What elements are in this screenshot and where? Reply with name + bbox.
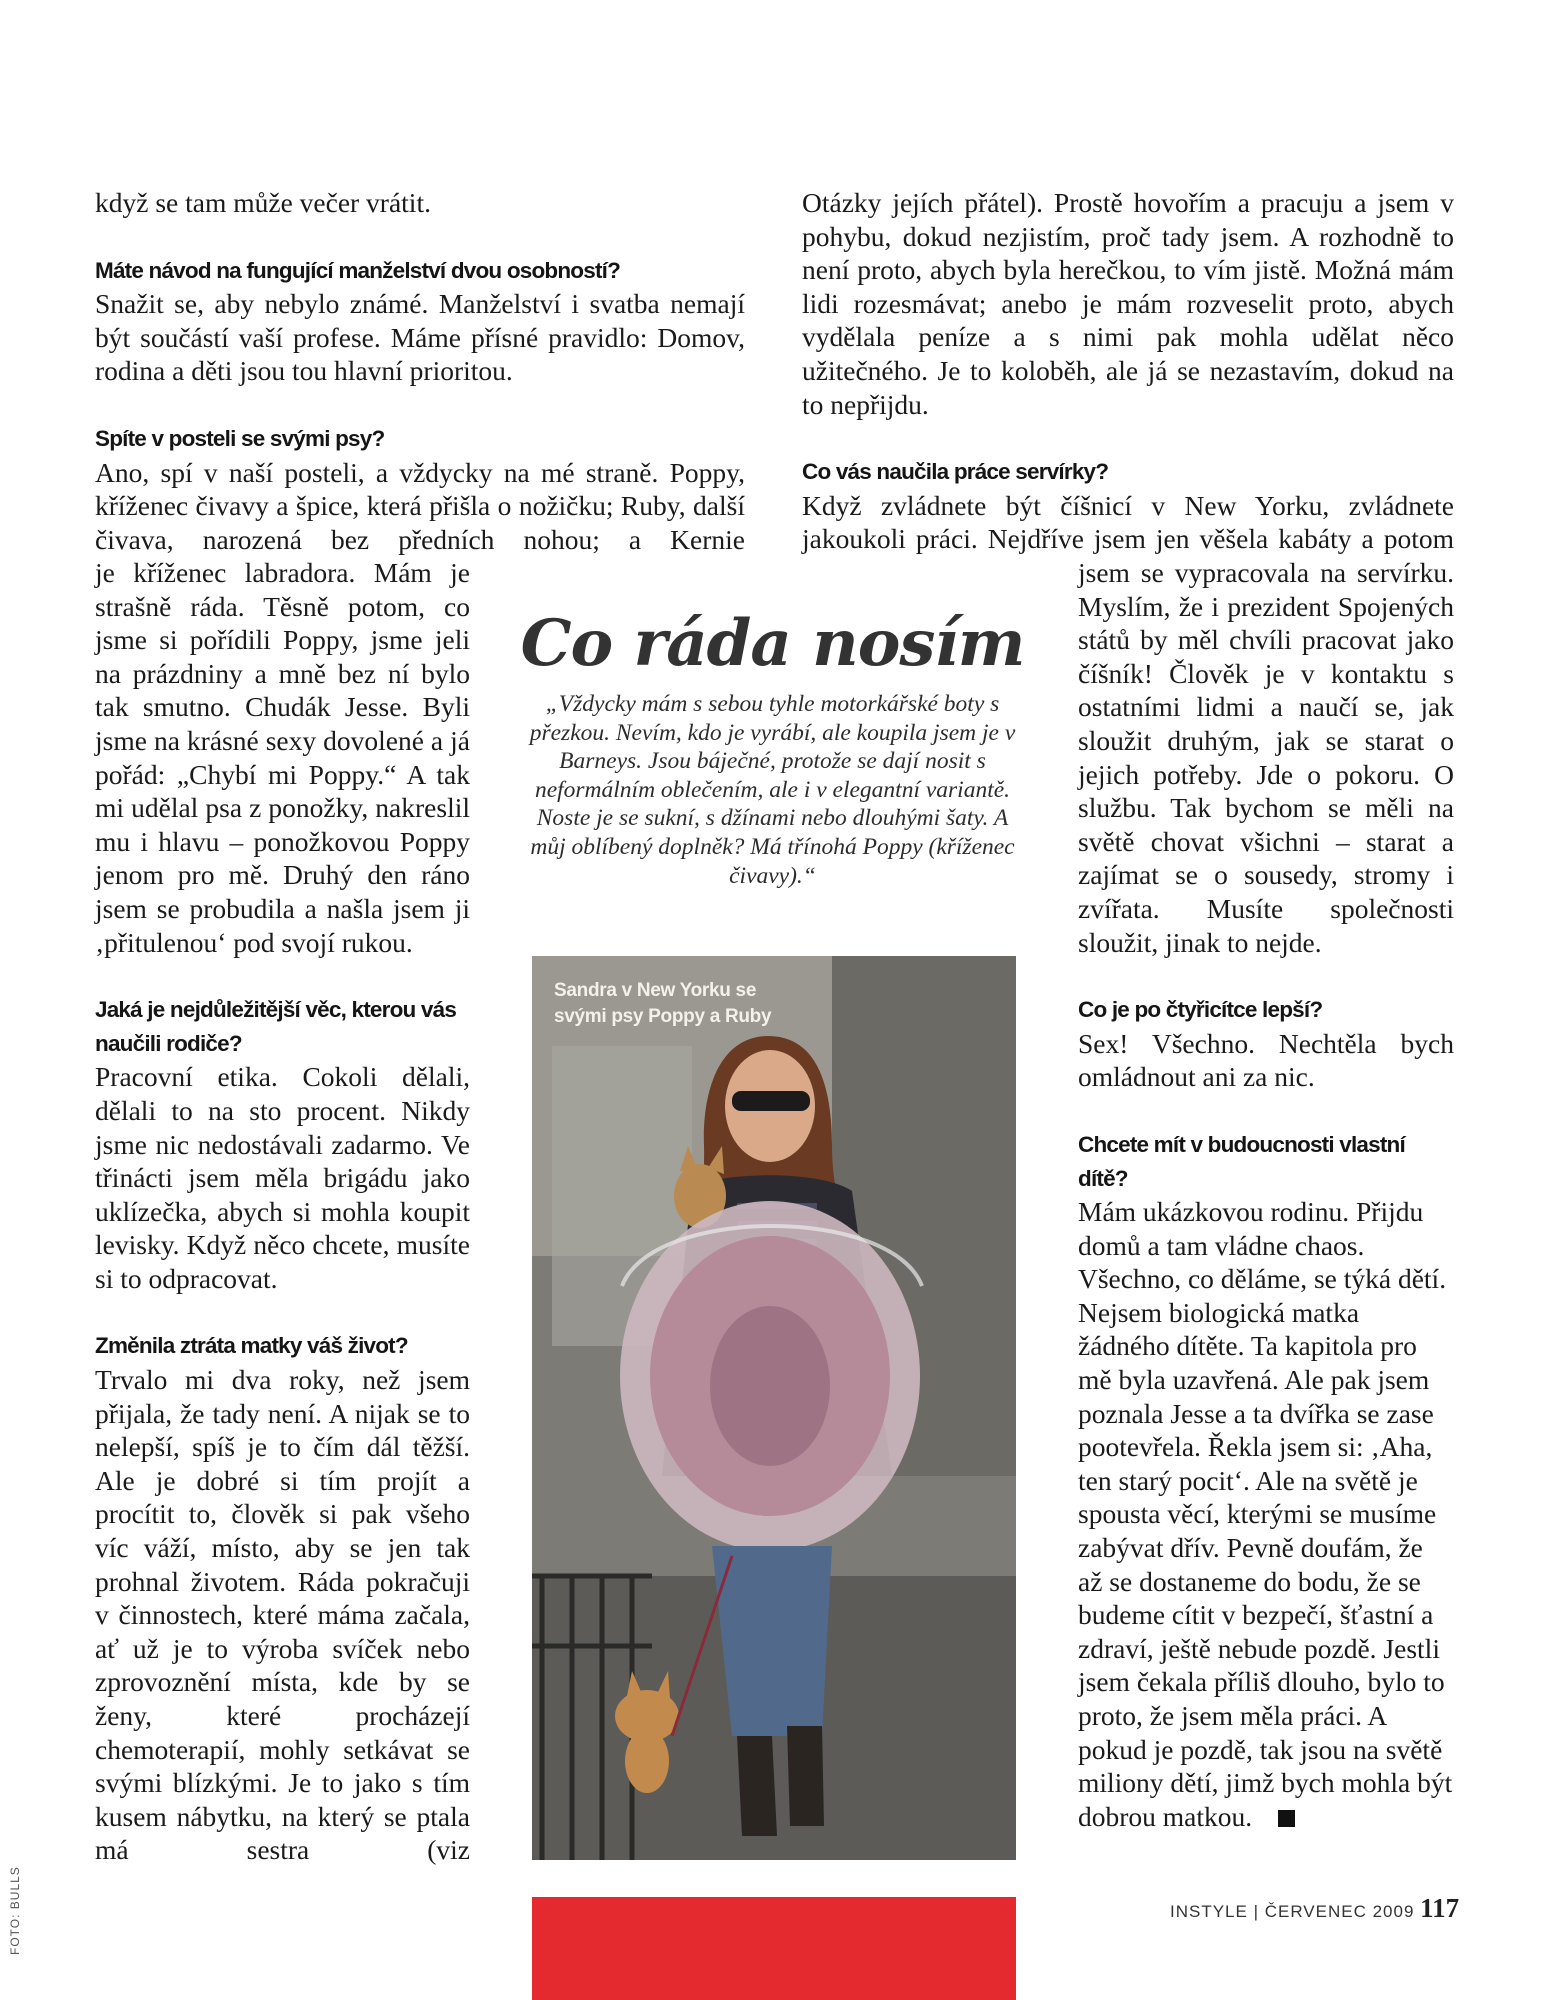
answer-paragraph [1078, 1195, 1454, 1833]
question-heading: Máte návod na fungující manželství dvou osobností? [95, 257, 621, 283]
answer-paragraph: Sex! Všechno. Nechtěla bych omládnout ani za nic. [1078, 1027, 1454, 1093]
question-heading: Změnila ztráta matky váš život? [95, 1333, 408, 1359]
sidebar-title: Co ráda nosím [520, 606, 1025, 681]
end-mark-icon [1278, 1810, 1295, 1827]
question-heading: Co je po čtyřicítce lepší? [1078, 997, 1323, 1023]
answer-paragraph: Když zvládnete být číšnicí v New Yorku, zvládnete jakoukoli práci. Nejdříve jsem jen věšela kabáty a potom [802, 489, 1454, 555]
page-number: 117 [1420, 1893, 1460, 1923]
answer-paragraph: Ano, spí v naší posteli, a vždycky na mé straně. Poppy, kříženec čivavy a špice, která přišla o nožičku; Ruby, další čivava, narozená bez předních nohou; a Kernie [95, 456, 745, 555]
sidebar-box [520, 606, 1025, 890]
sidebar-quote: „Vždycky mám s sebou tyhle motorkářské boty s přezkou. Nevím, kdo je vyrábí, ale koupila jsem je v Barneys. Jsou báječné, protože se dají nosit s neformálním oblečením, ale i v elegantní variantě. Noste je se sukní, s džínami nebo dlouhými šaty. A můj oblíbený doplněk? Má třínohá Poppy (kříženec čivavy).“ [529, 691, 1016, 889]
column-right-top [802, 186, 1454, 556]
photo-caption: Sandra v New Yorku se svými psy Poppy a Ruby [554, 980, 772, 1027]
answer-paragraph: Pracovní etika. Cokoli dělali, dělali to na sto procent. Nikdy jsme nic nedostávali zadarmo. Ve třinácti jsem měla brigádu jako uklízečka, abych si mohla koupit levisky. Když něco chcete, musíte si to odpracovat. [95, 1061, 470, 1294]
magazine-issue: INSTYLE | ČERVENEC 2009 [1170, 1902, 1415, 1921]
accent-bar [532, 1897, 1016, 2000]
answer-paragraph: Snažit se, aby nebylo známé. Manželství i svatba nemají být součástí vaší profese. Máme přísné pravidlo: Domov, rodina a děti jsou tou hlavní prioritou. [95, 288, 745, 387]
answer-paragraph: Trvalo mi dva roky, než jsem přijala, že tady není. A nijak se to nelepší, spíš je to čím dál těžší. Ale je dobré si tím projít a procítit to, člověk si pak všeho víc váží, místo, aby se jen tak prohnal životem. Ráda pokračuji v činnostech, které máma začala, ať už je to výroba svíček nebo zprovoznění místa, kde by se ženy, které procházejí chemoterapií, mohly setkávat se svými blízkými. Je to jako s tím kusem nábytku, na který se ptala má sestra (viz [95, 1364, 470, 1866]
column-right-bottom [1078, 556, 1454, 1833]
question-heading: Chcete mít v budoucnosti vlastní dítě? [1078, 1131, 1405, 1191]
page-footer [1170, 1893, 1460, 1924]
street-photo [532, 956, 1016, 1860]
question-heading: Co vás naučila práce servírky? [802, 459, 1109, 485]
answer-paragraph: jsem se vypracovala na servírku. Myslím, že i prezident Spojených států by měl chvíli pracovat jako číšník! Člověk je v kontaktu s ostatními lidmi a naučí se, jak sloužit druhým, jak se starat o jejich potřeby. Jde o pokoru. O službu. Tak bychom se měli na světě chovat všichni – starat a zajímat se o sousedy, stromy i zvířata. Musíte společnosti sloužit, jinak to nejde. [1078, 557, 1454, 958]
column-left-bottom [95, 556, 470, 1867]
question-heading: Jaká je nejdůležitější věc, kterou vás naučili rodiče? [95, 997, 457, 1056]
answer-paragraph: Otázky jejích přátel). Prostě hovořím a pracuju a jsem v pohybu, dokud nezjistím, proč tady jsem. A rozhodně to není proto, abych byla herečkou, to vím jistě. Možná mám lidi rozesmávat; anebo je mám rozveselit proto, abych vydělala peníze a s nimi pak mohla udělat něco užitečného. Je to koloběh, ale já se nezastavím, dokud na to nepřijdu. [802, 187, 1454, 420]
question-heading: Spíte v posteli se svými psy? [95, 425, 385, 451]
paragraph: když se tam může večer vrátit. [95, 187, 431, 218]
answer-text: Mám ukázkovou rodinu. Přijdu domů a tam vládne chaos. Všechno, co děláme, se týká dětí. Nejsem biologická matka žádného dítěte. Ta kapitola pro mě byla uzavřená. Ale pak jsem poznala Jesse a ta dvířka se zase pootevřela. Řekla jsem si: ‚Aha, ten starý pocit‘. Ale na světě je spousta věcí, kterými se musíme zabývat dřív. Pevně doufám, že až se dostaneme do bodu, že se budeme cítit v bezpečí, šťastní a zdraví, ještě nebude pozdě. Jestli jsem čekala příliš dlouho, bylo to proto, že jsem měla práci. A pokud je pozdě, tak jsou na světě miliony dětí, jimž bych mohla být dobrou matkou. [1078, 1196, 1453, 1832]
answer-paragraph: je kříženec labradora. Mám je strašně ráda. Těsně potom, co jsme si pořídili Poppy, jsme jeli na prázdniny a mně bez ní bylo tak smutno. Chudák Jesse. Byli jsme na krásné sexy dovolené a já pořád: „Chybí mi Poppy.“ A tak mi udělal psa z ponožky, nakreslil mu i hlavu – ponožkovou Poppy jenom pro mě. Druhý den ráno jsem se probudila a našla jsem ji ‚přitulenou‘ pod svojí rukou. [95, 557, 470, 958]
photo-credit: FOTO: BULLS [8, 1866, 22, 1955]
photo-illustration [532, 956, 1016, 1860]
column-left-top [95, 186, 745, 556]
